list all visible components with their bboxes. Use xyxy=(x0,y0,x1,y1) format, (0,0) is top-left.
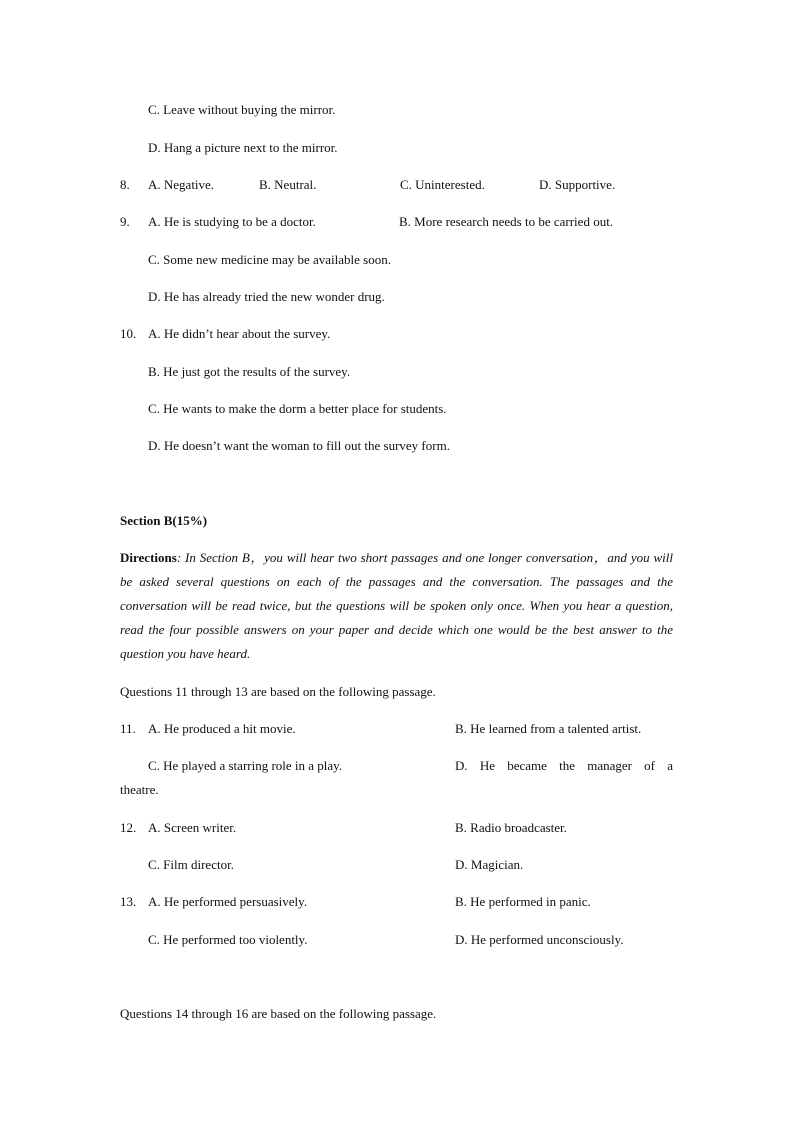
q12-option-c: C. Film director. xyxy=(148,857,234,872)
questions-14-16-intro: Questions 14 through 16 are based on the following passage. xyxy=(120,1006,437,1021)
q11-number: 11. xyxy=(120,721,136,736)
q8-option-c: C. Uninterested. xyxy=(400,177,485,192)
q11-option-c: C. He played a starring role in a play. xyxy=(148,758,343,773)
q12-option-b: B. Radio broadcaster. xyxy=(455,820,567,835)
q11-option-b: B. He learned from a talented artist. xyxy=(455,721,642,736)
q9-option-a: A. He is studying to be a doctor. xyxy=(148,214,316,229)
q9-number: 9. xyxy=(120,214,130,229)
questions-11-13-intro: Questions 11 through 13 are based on the following passage. xyxy=(120,684,436,699)
q11-options-cd xyxy=(120,754,673,802)
q13-option-d: D. He performed unconsciously. xyxy=(455,932,624,947)
q11-option-d-continued: theatre. xyxy=(120,782,159,797)
q10-option-d: D. He doesn’t want the woman to fill out the survey form. xyxy=(148,438,450,453)
q13-option-c: C. He performed too violently. xyxy=(148,932,308,947)
q12-number: 12. xyxy=(120,820,137,835)
q11-option-d: D. He became the manager of a xyxy=(455,758,673,773)
q12-option-d: D. Magician. xyxy=(455,857,524,872)
q13-option-b: B. He performed in panic. xyxy=(455,894,591,909)
q11-option-a: A. He produced a hit movie. xyxy=(148,721,296,736)
q7-option-d: D. Hang a picture next to the mirror. xyxy=(148,140,338,155)
q13-number: 13. xyxy=(120,894,137,909)
q12-option-a: A. Screen writer. xyxy=(148,820,237,835)
q10-option-b: B. He just got the results of the survey. xyxy=(148,364,351,379)
section-b-directions xyxy=(120,546,673,666)
q9-option-d: D. He has already tried the new wonder drug. xyxy=(148,289,385,304)
q7-option-c: C. Leave without buying the mirror. xyxy=(148,102,336,117)
q9-option-c: C. Some new medicine may be available soon. xyxy=(148,252,391,267)
q10-option-c: C. He wants to make the dorm a better place for students. xyxy=(148,401,447,416)
section-b-heading: Section B(15%) xyxy=(120,513,208,528)
q8-number: 8. xyxy=(120,177,130,192)
q10-option-a: A. He didn’t hear about the survey. xyxy=(148,326,331,341)
q8-option-b: B. Neutral. xyxy=(259,177,317,192)
directions-label: Directions xyxy=(120,550,177,565)
directions-text: : In Section B，you will hear two short passages and one longer conversation，and you will be asked several questions on each of the passages and the conversation. The passages and the conversation will be read twice, but the questions will be spoken only once. When you hear a question, read the four possible answers on your paper and decide which one would be the best answer to the question you have heard. xyxy=(120,550,673,661)
q8-option-d: D. Supportive. xyxy=(539,177,616,192)
q13-option-a: A. He performed persuasively. xyxy=(148,894,308,909)
q10-number: 10. xyxy=(120,326,137,341)
q9-option-b: B. More research needs to be carried out. xyxy=(399,214,614,229)
q8-option-a: A. Negative. xyxy=(148,177,215,192)
